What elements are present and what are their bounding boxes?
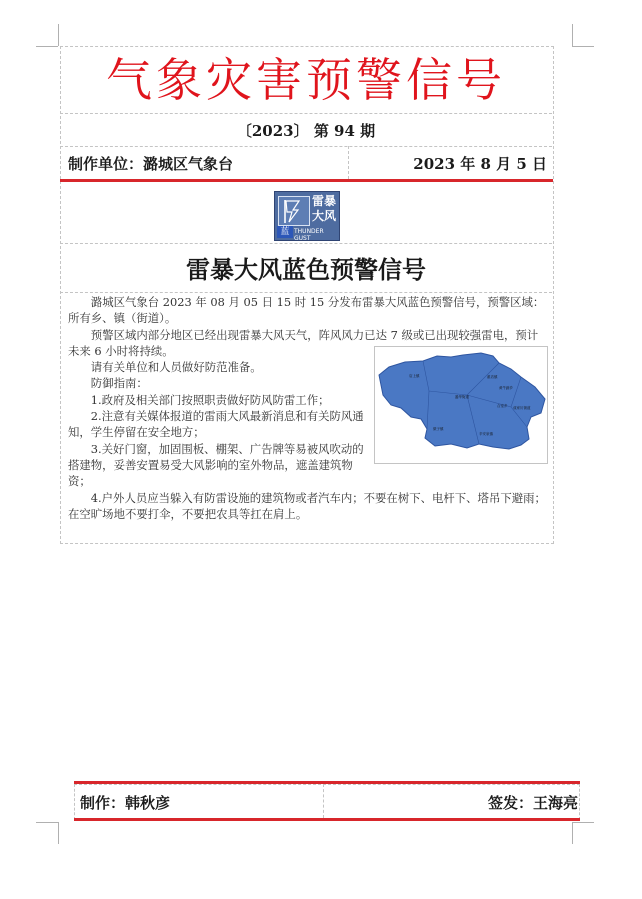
map-label: 翟店镇 [487, 375, 498, 379]
map-label: 黄牛蹄乡 [499, 386, 513, 390]
crop-mark-top-right [572, 46, 594, 47]
table-row-divider [60, 292, 552, 293]
icon-en-label: THUNDER GUST [294, 228, 324, 242]
table-row-divider [60, 146, 552, 147]
crop-mark-top-right [572, 24, 573, 46]
footer-col-divider [323, 784, 324, 818]
body-paragraph: 4.户外人员应当躲入有防雷设施的建筑物或者汽车内；不要在树下、电杆下、塔吊下避雨；在空旷场地不要打伞，不要把农具等扛在肩上。 [68, 490, 546, 521]
crop-mark-top-left [58, 24, 59, 46]
lightning-flag-icon [278, 196, 310, 226]
body-paragraph: 1.政府及相关部门按照职责做好防风防雷工作； [90, 392, 330, 407]
issue-number: 〔2023〕 第 94 期 [236, 122, 376, 140]
footer-signer: 签发：王海亮 [487, 794, 578, 812]
body-paragraph: 潞城区气象台 2023 年 08 月 05 日 15 时 15 分发布雷暴大风蓝色预警信号，预警区域：所有乡、镇（街道）。 [68, 295, 545, 326]
signal-title: 雷暴大风蓝色预警信号 [186, 256, 426, 284]
table-row-divider [60, 243, 552, 244]
map-label: 店上镇 [409, 374, 420, 378]
crop-mark-top-left [36, 46, 58, 47]
footer-red-rule-bottom [74, 818, 580, 821]
header-red-rule [60, 179, 553, 182]
body-paragraph: 2.注意有关媒体报道的雷雨大风最新消息和有关防风通知，学生停留在安全地方； [68, 409, 364, 440]
icon-cn-label: 雷暴 大风 [311, 194, 336, 223]
icon-level-label: 蓝 [277, 226, 293, 238]
map-label: 潞华街道 [455, 395, 469, 399]
map-district-shape [379, 353, 545, 449]
table-row-divider [60, 113, 552, 114]
issuing-unit: 制作单位：潞城区气象台 [68, 155, 234, 173]
crop-mark-bottom-right [572, 822, 594, 823]
issue-date: 2023 年 8 月 5 日 [413, 155, 547, 173]
body-paragraph: 防御指南： [90, 376, 148, 391]
crop-mark-bottom-left [58, 822, 59, 844]
map-label: 合室乡 [497, 404, 508, 408]
warning-area-map [374, 346, 548, 464]
map-label: 成家川街道 [513, 406, 531, 410]
footer-maker: 制作：韩秋彦 [80, 794, 171, 812]
map-label: 辛安泉镇 [479, 432, 493, 436]
crop-mark-bottom-right [572, 822, 573, 844]
document-title: 气象灾害预警信号 [106, 53, 506, 107]
thunder-gust-blue-warning-icon [274, 191, 340, 241]
body-paragraph: 3.关好门窗，加固围板、棚架、广告牌等易被风吹动的搭建物，妥善安置易受大风影响的室外物品，遮盖建筑物资； [68, 441, 364, 489]
crop-mark-bottom-left [36, 822, 58, 823]
table-col-divider [348, 146, 349, 179]
body-paragraph: 预警区域内部分地区已经出现雷暴大风天气，阵风风力已达 7 级或已出现较强雷电，预计未来 6 小时将持续。 [68, 327, 539, 358]
map-label: 微子镇 [433, 427, 444, 431]
body-paragraph: 请有关单位和人员做好防范准备。 [90, 360, 262, 375]
